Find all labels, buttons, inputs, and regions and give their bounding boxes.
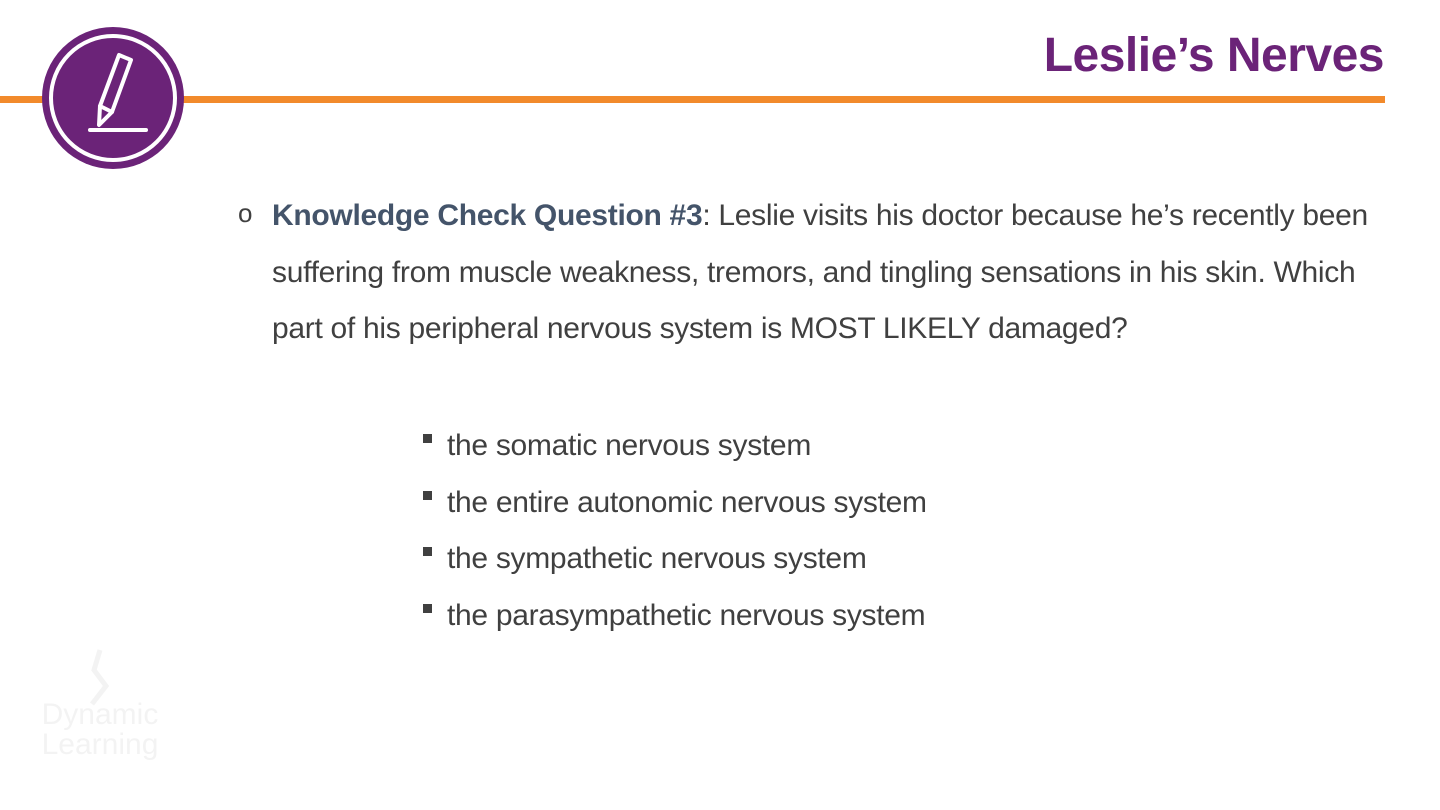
answer-option	[421, 588, 927, 645]
svg-text:Learning: Learning	[41, 728, 159, 761]
slide-body	[238, 188, 1378, 632]
answer-option	[421, 531, 927, 588]
answer-option	[421, 418, 927, 475]
svg-text:Dynamic: Dynamic	[41, 698, 159, 731]
pencil-badge-icon	[42, 27, 184, 169]
answer-option-label: the sympathetic nervous system	[447, 542, 867, 575]
slide-title: Leslie’s Nerves	[1043, 29, 1384, 82]
watermark-logo	[28, 648, 173, 788]
question-label: Knowledge Check Question #3	[272, 199, 703, 232]
square-bullet-icon	[423, 604, 432, 613]
answer-option-label: the somatic nervous system	[447, 429, 812, 462]
question-text: : Leslie visits his doctor because he’s recently been suffering from muscle weakness, tremors, and tingling sensations in his skin. Which part of his peripheral nervous system is MOST LIKELY damaged?	[272, 199, 1368, 345]
knowledge-check-question	[238, 188, 1378, 358]
header-divider	[0, 96, 1385, 103]
hollow-bullet-icon: o	[238, 198, 253, 228]
pencil-icon	[42, 27, 184, 169]
square-bullet-icon	[423, 491, 432, 500]
square-bullet-icon	[423, 547, 432, 556]
answer-option-label: the parasympathetic nervous system	[447, 598, 926, 632]
square-bullet-icon	[423, 434, 432, 443]
answer-options	[421, 418, 927, 644]
answer-option-label: the entire autonomic nervous system	[447, 485, 927, 519]
answer-option	[421, 475, 927, 532]
